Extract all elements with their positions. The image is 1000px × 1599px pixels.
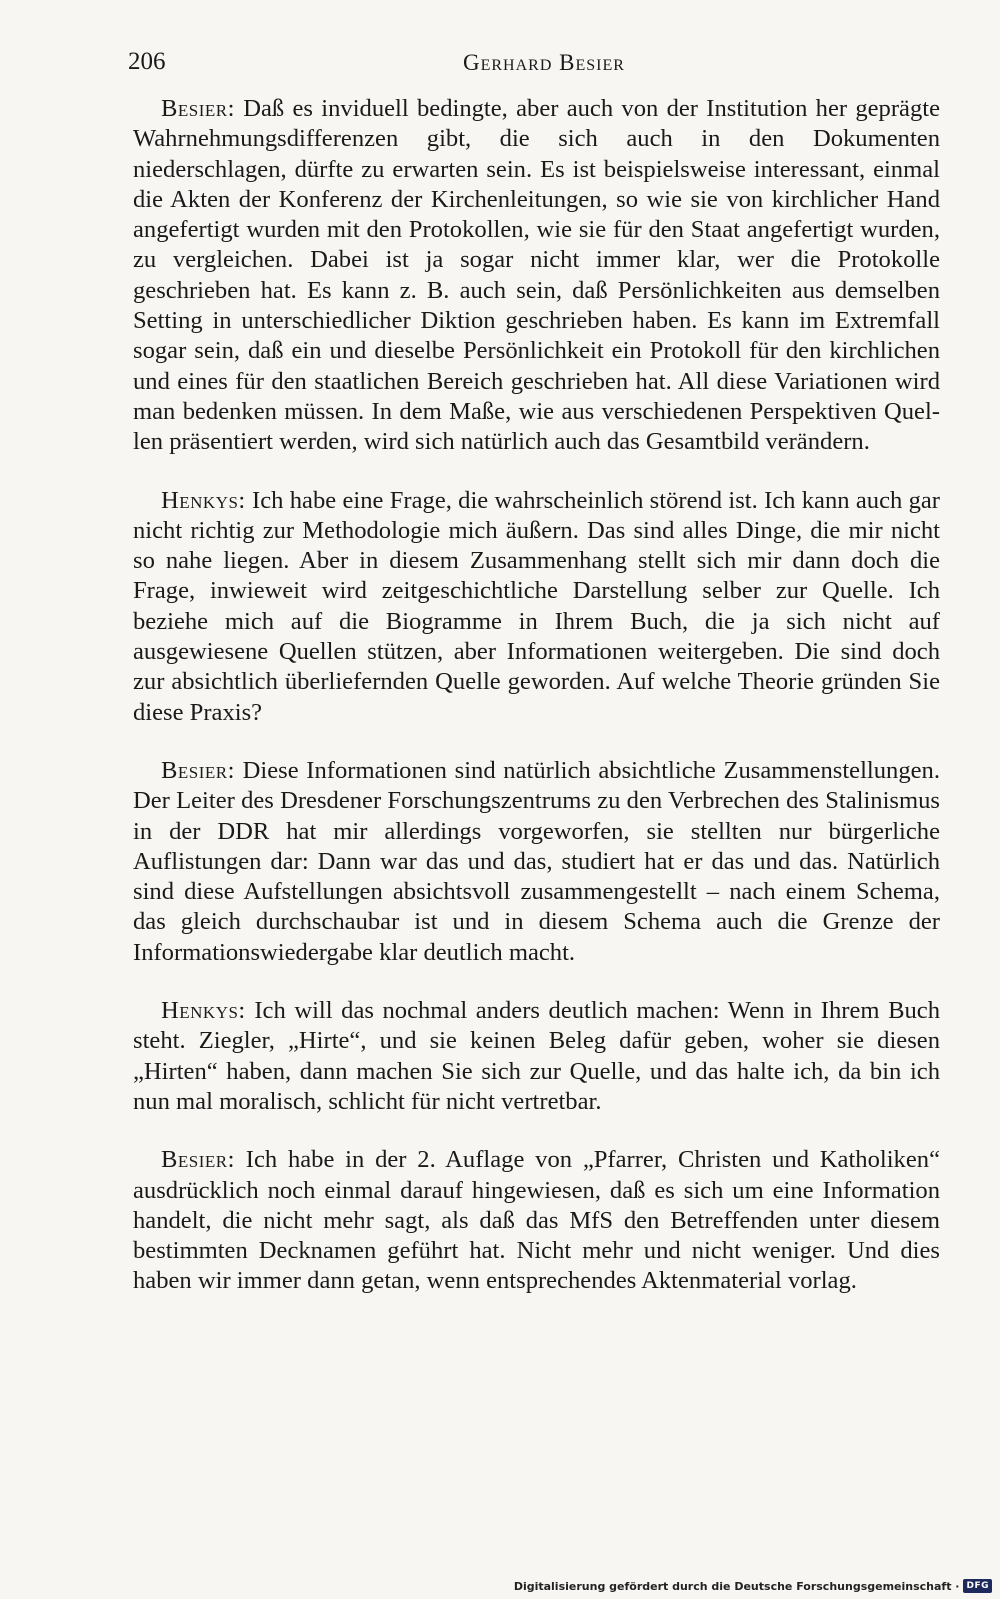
paragraph — [133, 996, 940, 1117]
paragraph-text: Ich habe in der 2. Auflage von „Pfarrer, Christen und Katholiken“ ausdrücklich noch einmal darauf hingewiesen, daß es sich um eine Information handelt, die nicht mehr sagt, als daß das MfS den Betreffenden unter diesem bestimmten Decknamen geführt hat. Nicht mehr und nicht weniger. Und dies haben wir immer dann getan, wenn entsprechendes Aktenmaterial vorlag. — [133, 1146, 940, 1295]
page-number: 206 — [128, 48, 166, 75]
paragraph — [133, 486, 940, 728]
paragraph-text: Ich habe eine Frage, die wahrscheinlich störend ist. Ich kann auch gar nicht richtig zur Methodologie mich äußern. Das sind alles Dinge, die mir nicht so nahe liegen. Aber in diesem Zusammenhang stellt sich mir dann doch die Frage, inwieweit wird zeitgeschichtliche Darstellung selber zur Quelle. Ich beziehe mich auf die Biogramme in Ihrem Buch, die ja sich nicht auf ausgewiesene Quellen stützen, aber Informationen weitergeben. Die sind doch zur absichtlich überliefernden Quelle geworden. Auf welche Theorie gründen Sie diese Praxis? — [133, 486, 940, 726]
body-text — [133, 94, 940, 1325]
speaker-name: Henkys: — [161, 486, 246, 514]
paragraph-text: Ich will das nochmal anders deutlich machen: Wenn in Ihrem Buch steht. Ziegler, „Hirte“, und sie keinen Beleg dafür geben, woher sie diesen „Hirten“ haben, dann machen Sie sich zur Quelle, und das halte ich, da bin ich nun mal moralisch, schlicht für nicht vertretbar. — [133, 997, 940, 1115]
dfg-logo-icon: DFG — [963, 1579, 992, 1593]
footer-text: Digitalisierung gefördert durch die Deutsche Forschungsgemeinschaft · — [513, 1579, 960, 1593]
running-head: Gerhard Besier — [463, 50, 625, 75]
paragraph-text: Daß es inviduell bedingte, aber auch von der Institution her geprägte Wahrnehmungsdifferenzen gibt, die sich auch in den Dokumenten niederschlagen, dürfte zu erwarten sein. Es ist beispielsweise interessant, einmal die Akten der Konferenz der Kirchenleitungen, so wie sie von kirchlicher Hand angefertigt wurden mit den Protokollen, wie sie für den Staat angefertigt wurden, zu vergleichen. Dabei ist ja sogar nicht immer klar, wer die Protokolle geschrieben hat. Es kann z. B. auch sein, daß Persönlichkeiten aus demselben Setting in unterschiedlicher Diktion geschrieben haben. Es kann im Extremfall sogar sein, daß ein und dieselbe Persönlichkeit ein Protokoll für den kirchlichen und eines für den staatlichen Bereich geschrieben hat. All diese Variationen wird man bedenken müssen. In dem Maße, wie aus verschiedenen Perspektiven Quellen präsentiert werden, wird sich natürlich auch das Gesamtbild verändern. — [133, 95, 940, 456]
speaker-name: Besier: — [161, 1146, 235, 1174]
speaker-name: Henkys: — [161, 997, 246, 1025]
speaker-name: Besier: — [161, 756, 235, 784]
paragraph-text: Diese Informationen sind natürlich absichtliche Zusammenstellungen. Der Leiter des Dresdener Forschungszentrums zu den Verbrechen des Stalinismus in der DDR hat mir allerdings vorgeworfen, sie stellten nur bürgerliche Auflistungen dar: Dann war das und das, studiert hat er das und das. Natürlich sind diese Aufstellungen absichtsvoll zusammengestellt – nach einem Schema, das gleich durchschaubar ist und in diesem Schema auch die Grenze der Informationswiedergabe klar deutlich macht. — [133, 756, 940, 966]
speaker-name: Besier: — [161, 95, 235, 122]
page-header — [128, 48, 940, 82]
paragraph — [133, 1145, 940, 1296]
digitization-footer — [514, 1575, 992, 1597]
paragraph — [133, 756, 940, 968]
paragraph — [133, 94, 940, 458]
